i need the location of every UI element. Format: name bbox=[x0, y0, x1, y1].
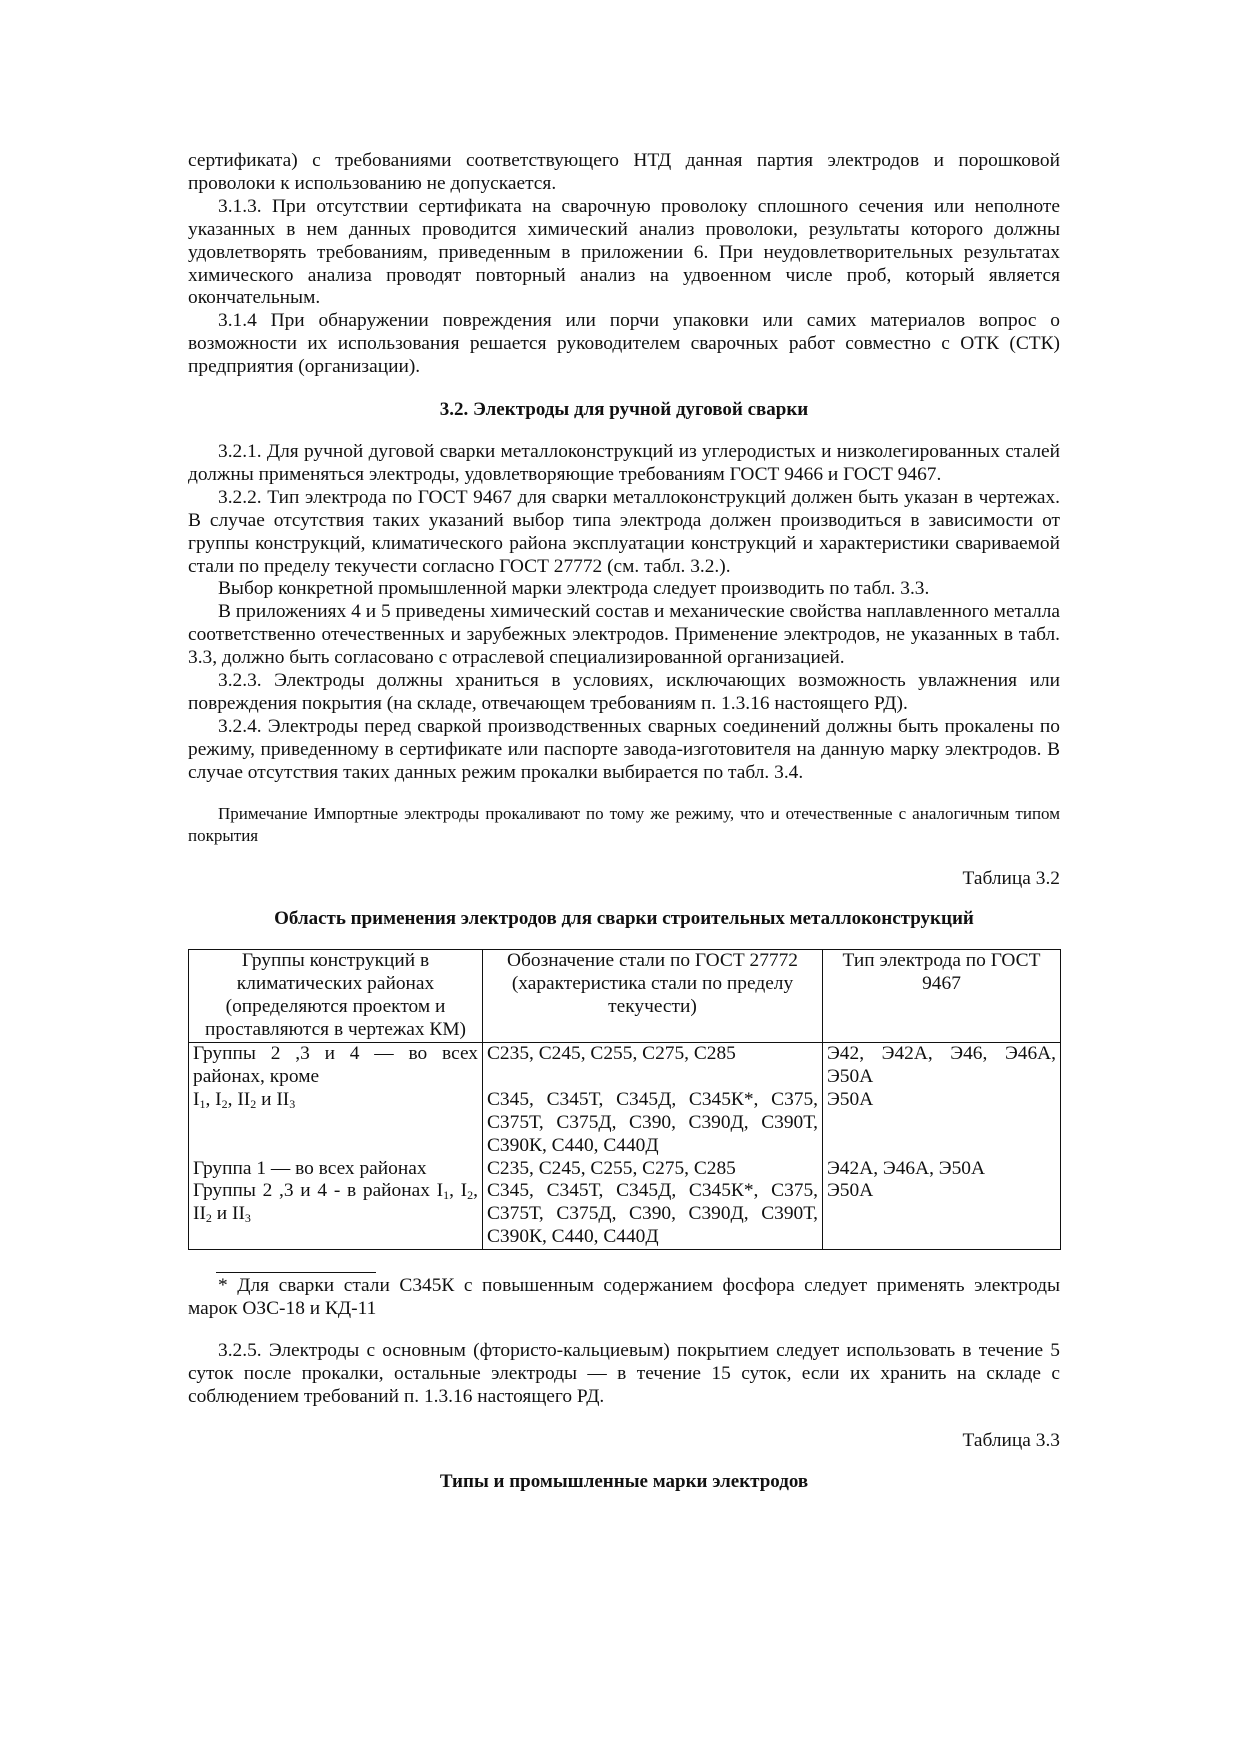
table-label-3-3: Таблица 3.3 bbox=[962, 1429, 1060, 1451]
paragraph-3-2-5: 3.2.5. Электроды с основным (фтористо-кальциевым) покрытием следует использовать в течение 5 суток после прокалки, остальные электроды — в течение 15 суток, если их хранить на складе с соблюдением требований п. 1.3.16 настоящего РД. bbox=[188, 1339, 1060, 1407]
table-row bbox=[189, 1180, 1061, 1249]
table-cell-group: Группы 2 ,3 и 4 — во всех районах, кроме bbox=[189, 1043, 483, 1089]
subscript: 1 bbox=[443, 1188, 450, 1203]
paragraph-3-2-4: 3.2.4. Электроды перед сваркой производственных сварных соединений должны быть прокалены по режиму, приведенному в сертификате или паспорте завода-изготовителя на данную марку электродов. В случае отсутствия таких данных режим прокалки выбирается по табл. 3.4. bbox=[188, 715, 1060, 783]
group-text: , II bbox=[227, 1088, 251, 1110]
group-text: , II bbox=[193, 1180, 478, 1225]
subscript: 2 bbox=[250, 1096, 257, 1111]
paragraph-3-2-1: 3.2.1. Для ручной дуговой сварки металлоконструкций из углеродистых и низколегированных сталей должны применяться электроды, удовлетворяющие требованиям ГОСТ 9466 и ГОСТ 9467. bbox=[188, 440, 1060, 485]
paragraph-appendices: В приложениях 4 и 5 приведены химический состав и механические свойства наплавленного металла соответственно отечественных и зарубежных электродов. Применение электродов, не указанных в табл. 3.3, должно быть согласовано с отраслевой специализированной организацией. bbox=[188, 601, 1060, 669]
table-title-3-2: Область применения электродов для сварки строительных металлоконструкций bbox=[274, 908, 974, 930]
footnote: * Для сварки стали С345К с повышенным содержанием фосфора следует применять электроды марок ОЗС-18 и КД-11 bbox=[188, 1275, 1060, 1320]
subscript: 2 bbox=[205, 1211, 212, 1226]
subscript: 2 bbox=[467, 1188, 474, 1203]
document-page bbox=[188, 150, 1060, 1494]
subscript: 3 bbox=[244, 1211, 251, 1226]
group-text: I bbox=[193, 1088, 200, 1110]
subscript: 3 bbox=[289, 1096, 296, 1111]
subscript: 1 bbox=[199, 1096, 206, 1111]
paragraph-3-2-2: 3.2.2. Тип электрода по ГОСТ 9467 для сварки металлоконструкций должен быть указан в чертежах. В случае отсутствия таких указаний выбор типа электрода должен производиться в зависимости от группы конструкций, климатического района эксплуатации конструкций и характеристики свариваемой стали по пределу текучести согласно ГОСТ 27772 (см. табл. 3.2.). bbox=[188, 486, 1060, 577]
table-header-cell: Тип электрода по ГОСТ 9467 bbox=[823, 950, 1061, 1043]
table-row bbox=[189, 1158, 1061, 1181]
section-heading-3-2: 3.2. Электроды для ручной дуговой сварки bbox=[439, 399, 809, 421]
table-cell-type: Э50А bbox=[823, 1089, 1061, 1158]
table-cell-steel: С345, С345Т, С345Д, С345К*, С375, С375Т, С375Д, С390, С390Д, С390Т, С390К, С440, С440Д bbox=[483, 1089, 823, 1158]
group-text: , I bbox=[205, 1088, 222, 1110]
group-text: , I bbox=[449, 1180, 468, 1202]
paragraph: сертификата) с требованиями соответствующего НТД данная партия электродов и порошковой проволоки к использованию не допускается. bbox=[188, 150, 1060, 194]
table-row bbox=[189, 1089, 1061, 1158]
paragraph-selection: Выбор конкретной промышленной марки электрода следует производить по табл. 3.3. bbox=[218, 578, 930, 600]
table-title-3-3: Типы и промышленные марки электродов bbox=[439, 1470, 809, 1492]
table-row bbox=[189, 1043, 1061, 1089]
table-cell-type: Э50А bbox=[823, 1180, 1061, 1249]
group-text: и II bbox=[211, 1203, 245, 1225]
table-label-3-2: Таблица 3.2 bbox=[962, 867, 1060, 889]
paragraph-3-1-4: 3.1.4 При обнаружении повреждения или порчи упаковки или самих материалов вопрос о возможности их использования решается руководителем сварочных работ совместно с ОТК (СТК) предприятия (организации). bbox=[188, 310, 1060, 378]
table-cell-type: Э42А, Э46А, Э50А bbox=[823, 1158, 1061, 1181]
paragraph-3-1-3: 3.1.3. При отсутствии сертификата на сварочную проволоку сплошного сечения или неполноте указанных в нем данных проводится химический анализ проволоки, результаты которого должны удовлетворять требованиям, приведенным в приложении 6. При неудовлетворительных результатах химического анализа проводят повторный анализ на удвоенном числе проб, который является окончательным. bbox=[188, 195, 1060, 309]
table-cell-steel: С235, С245, С255, С275, С285 bbox=[483, 1158, 823, 1181]
note: Примечание Импортные электроды прокаливают по тому же режиму, что и отечественные с аналогичным типом покрытия bbox=[188, 803, 1060, 845]
group-text: Группы 2 ,3 и 4 - в районах I bbox=[193, 1180, 444, 1202]
paragraph-3-2-3: 3.2.3. Электроды должны храниться в условиях, исключающих возможность увлажнения или повреждения покрытия (на складе, отвечающем требованиям п. 1.3.16 настоящего РД). bbox=[188, 670, 1060, 714]
table-header-row bbox=[189, 950, 1061, 1043]
table-cell-type: Э42, Э42А, Э46, Э46А, Э50А bbox=[823, 1043, 1061, 1089]
table-cell-group bbox=[189, 1180, 483, 1249]
group-text: и II bbox=[256, 1088, 290, 1110]
table-cell-group: Группа 1 — во всех районах bbox=[189, 1158, 483, 1181]
subscript: 2 bbox=[221, 1096, 228, 1111]
table-header-cell: Группы конструкций в климатических районах (определяются проектом и проставляются в чертежах КМ) bbox=[189, 950, 483, 1043]
table-cell-steel: С235, С245, С255, С275, С285 bbox=[483, 1043, 823, 1089]
table-cell-steel: С345, С345Т, С345Д, С345К*, С375, С375Т, С375Д, С390, С390Д, С390Т, С390К, С440, С440Д bbox=[483, 1180, 823, 1249]
footnote-separator bbox=[216, 1272, 376, 1273]
table-cell-group bbox=[189, 1089, 483, 1158]
table-3-2 bbox=[188, 949, 1061, 1250]
table-header-cell: Обозначение стали по ГОСТ 27772 (характеристика стали по пределу текучести) bbox=[483, 950, 823, 1043]
